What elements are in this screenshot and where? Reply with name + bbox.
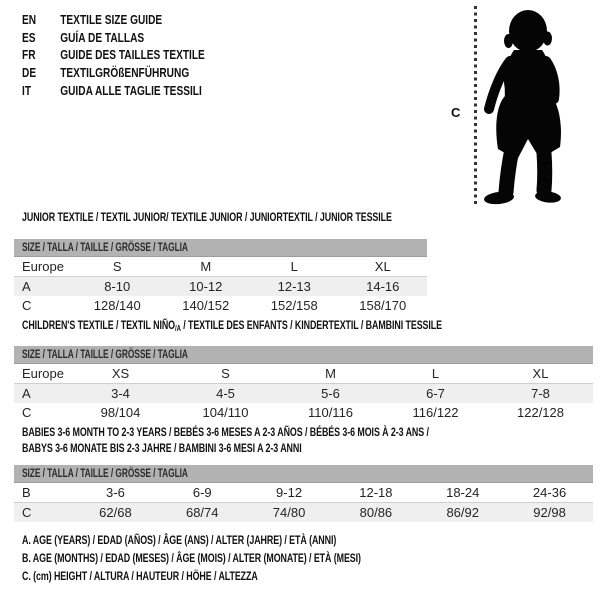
- lang-code: DE: [22, 65, 37, 81]
- size-cell: XL: [374, 259, 391, 274]
- size-cell: 10-12: [189, 279, 223, 294]
- row-label: C: [22, 298, 32, 313]
- lang-row-es: [22, 29, 256, 47]
- size-cell: 104/110: [202, 405, 249, 420]
- size-cell: 3-4: [111, 386, 130, 401]
- language-title-list: [22, 11, 256, 99]
- row-label: Europe: [22, 259, 64, 274]
- size-cell: 86/92: [446, 505, 479, 520]
- size-cell: 3-6: [106, 485, 125, 500]
- lang-row-en: [22, 11, 256, 29]
- size-cell: 14-16: [366, 279, 400, 294]
- size-cell: L: [290, 259, 298, 274]
- size-cell: 9-12: [276, 485, 303, 500]
- size-cell: 12-13: [277, 279, 311, 294]
- children-size-table: [14, 346, 593, 422]
- size-cell: 92/98: [533, 505, 566, 520]
- children-section-heading: CHILDREN'S TEXTILE / TEXTIL $NIÑO_{/A}$ / TEXTILE DES ENFANTS / KINDERTEXTIL / BAMBINI TESSILE: [22, 318, 443, 333]
- lang-title: TEXTILGRÖßENFÜHRUNG: [60, 65, 190, 81]
- size-cell: 128/140: [93, 298, 141, 313]
- footnote-a: A. AGE (YEARS) / EDAD (AÑOS) / ÂGE (ANS) / ALTER (JAHRE) / ETÀ (ANNI): [22, 533, 337, 547]
- table-row-europe: [14, 257, 427, 277]
- size-band: SIZE / TALLA / TAILLE / GRÖSSE / TAGLIA: [14, 465, 593, 483]
- size-cell: 80/86: [359, 505, 393, 520]
- footnote-c: C. (cm) HEIGHT / ALTURA / HAUTEUR / HÖHE / ALTEZZA: [22, 568, 258, 583]
- footnote-b: B. AGE (MONTHS) / EDAD (MESES) / ÂGE (MOIS) / ALTER (MONATE) / ETÀ (MESI): [22, 550, 361, 565]
- table-row-height: [14, 503, 593, 522]
- row-label: A: [22, 386, 31, 401]
- row-label: C: [22, 505, 32, 520]
- size-cell: 98/104: [100, 405, 141, 420]
- size-cell: 5-6: [321, 386, 340, 401]
- size-band: SIZE / TALLA / TAILLE / GRÖSSE / TAGLIA: [14, 346, 593, 364]
- size-cell: 12-18: [359, 485, 393, 500]
- table-row-age-months: [14, 483, 593, 503]
- size-cell: 158/170: [359, 298, 407, 313]
- size-band: SIZE / TALLA / TAILLE / GRÖSSE / TAGLIA: [14, 239, 427, 257]
- table-row-height: [14, 296, 427, 315]
- size-cell: 74/80: [272, 505, 306, 520]
- table-row-europe: [14, 364, 593, 384]
- row-label: B: [22, 485, 31, 500]
- size-cell: XL: [532, 366, 549, 381]
- lang-title: GUÍA DE TALLAS: [60, 29, 145, 45]
- table-row-age: [14, 277, 427, 296]
- size-cell: 68/74: [185, 505, 219, 520]
- lang-code: ES: [22, 29, 36, 45]
- size-cell: 4-5: [216, 386, 235, 401]
- size-cell: 62/68: [99, 505, 132, 520]
- legend-footnotes: [22, 533, 480, 586]
- size-cell: 152/158: [270, 298, 318, 313]
- lang-title: TEXTILE SIZE GUIDE: [60, 12, 163, 28]
- height-dotted-line: [474, 6, 477, 206]
- lang-title: GUIDE DES TAILLES TEXTILE: [60, 47, 205, 63]
- size-cell: M: [200, 259, 212, 274]
- lang-code: IT: [22, 82, 32, 98]
- height-marker-label: C: [451, 105, 461, 120]
- size-cell: 116/122: [412, 405, 459, 420]
- row-label: A: [22, 279, 31, 294]
- size-cell: S: [221, 366, 230, 381]
- row-label: C: [22, 405, 32, 420]
- size-cell: 6-9: [192, 485, 212, 500]
- table-row-height: [14, 403, 593, 422]
- babies-size-table: [14, 465, 593, 522]
- size-cell: 18-24: [446, 485, 480, 500]
- row-label: Europe: [22, 366, 64, 381]
- size-cell: M: [325, 366, 336, 381]
- lang-title: GUIDA ALLE TAGLIE TESSILI: [60, 82, 202, 98]
- size-cell: 24-36: [532, 485, 567, 500]
- size-cell: 122/128: [517, 405, 564, 420]
- size-cell: 8-10: [104, 279, 131, 294]
- lang-row-de: [22, 64, 256, 82]
- size-cell: XS: [111, 366, 130, 381]
- size-cell: 140/152: [182, 298, 230, 313]
- lang-row-it: [22, 81, 256, 99]
- junior-size-table: [14, 239, 427, 315]
- toddler-silhouette-icon: [482, 9, 574, 205]
- junior-section-heading: JUNIOR TEXTILE / TEXTIL JUNIOR/ TEXTILE JUNIOR / JUNIORTEXTIL / JUNIOR TESSILE: [22, 210, 392, 224]
- lang-row-fr: [22, 46, 256, 64]
- lang-code: EN: [22, 12, 37, 28]
- size-cell: L: [431, 366, 440, 381]
- nino-a-subscript: /A: [175, 324, 181, 333]
- lang-code: FR: [22, 47, 36, 63]
- babies-section-heading: BABIES 3-6 MONTH TO 2-3 YEARS / BEBÉS 3-6 MESES A 2-3 AÑOS / BÉBÉS 3-6 MOIS À 2-3 ANS / BABYS 3-6 MONATE BIS 2-3 JAHRE / BAMBINI 3-6 MESI A 2-3 ANNI: [22, 425, 429, 455]
- size-cell: 7-8: [531, 386, 550, 401]
- size-cell: 6-7: [426, 386, 445, 401]
- table-row-age: [14, 384, 593, 403]
- size-cell: 110/116: [307, 405, 354, 420]
- size-cell: S: [112, 259, 122, 274]
